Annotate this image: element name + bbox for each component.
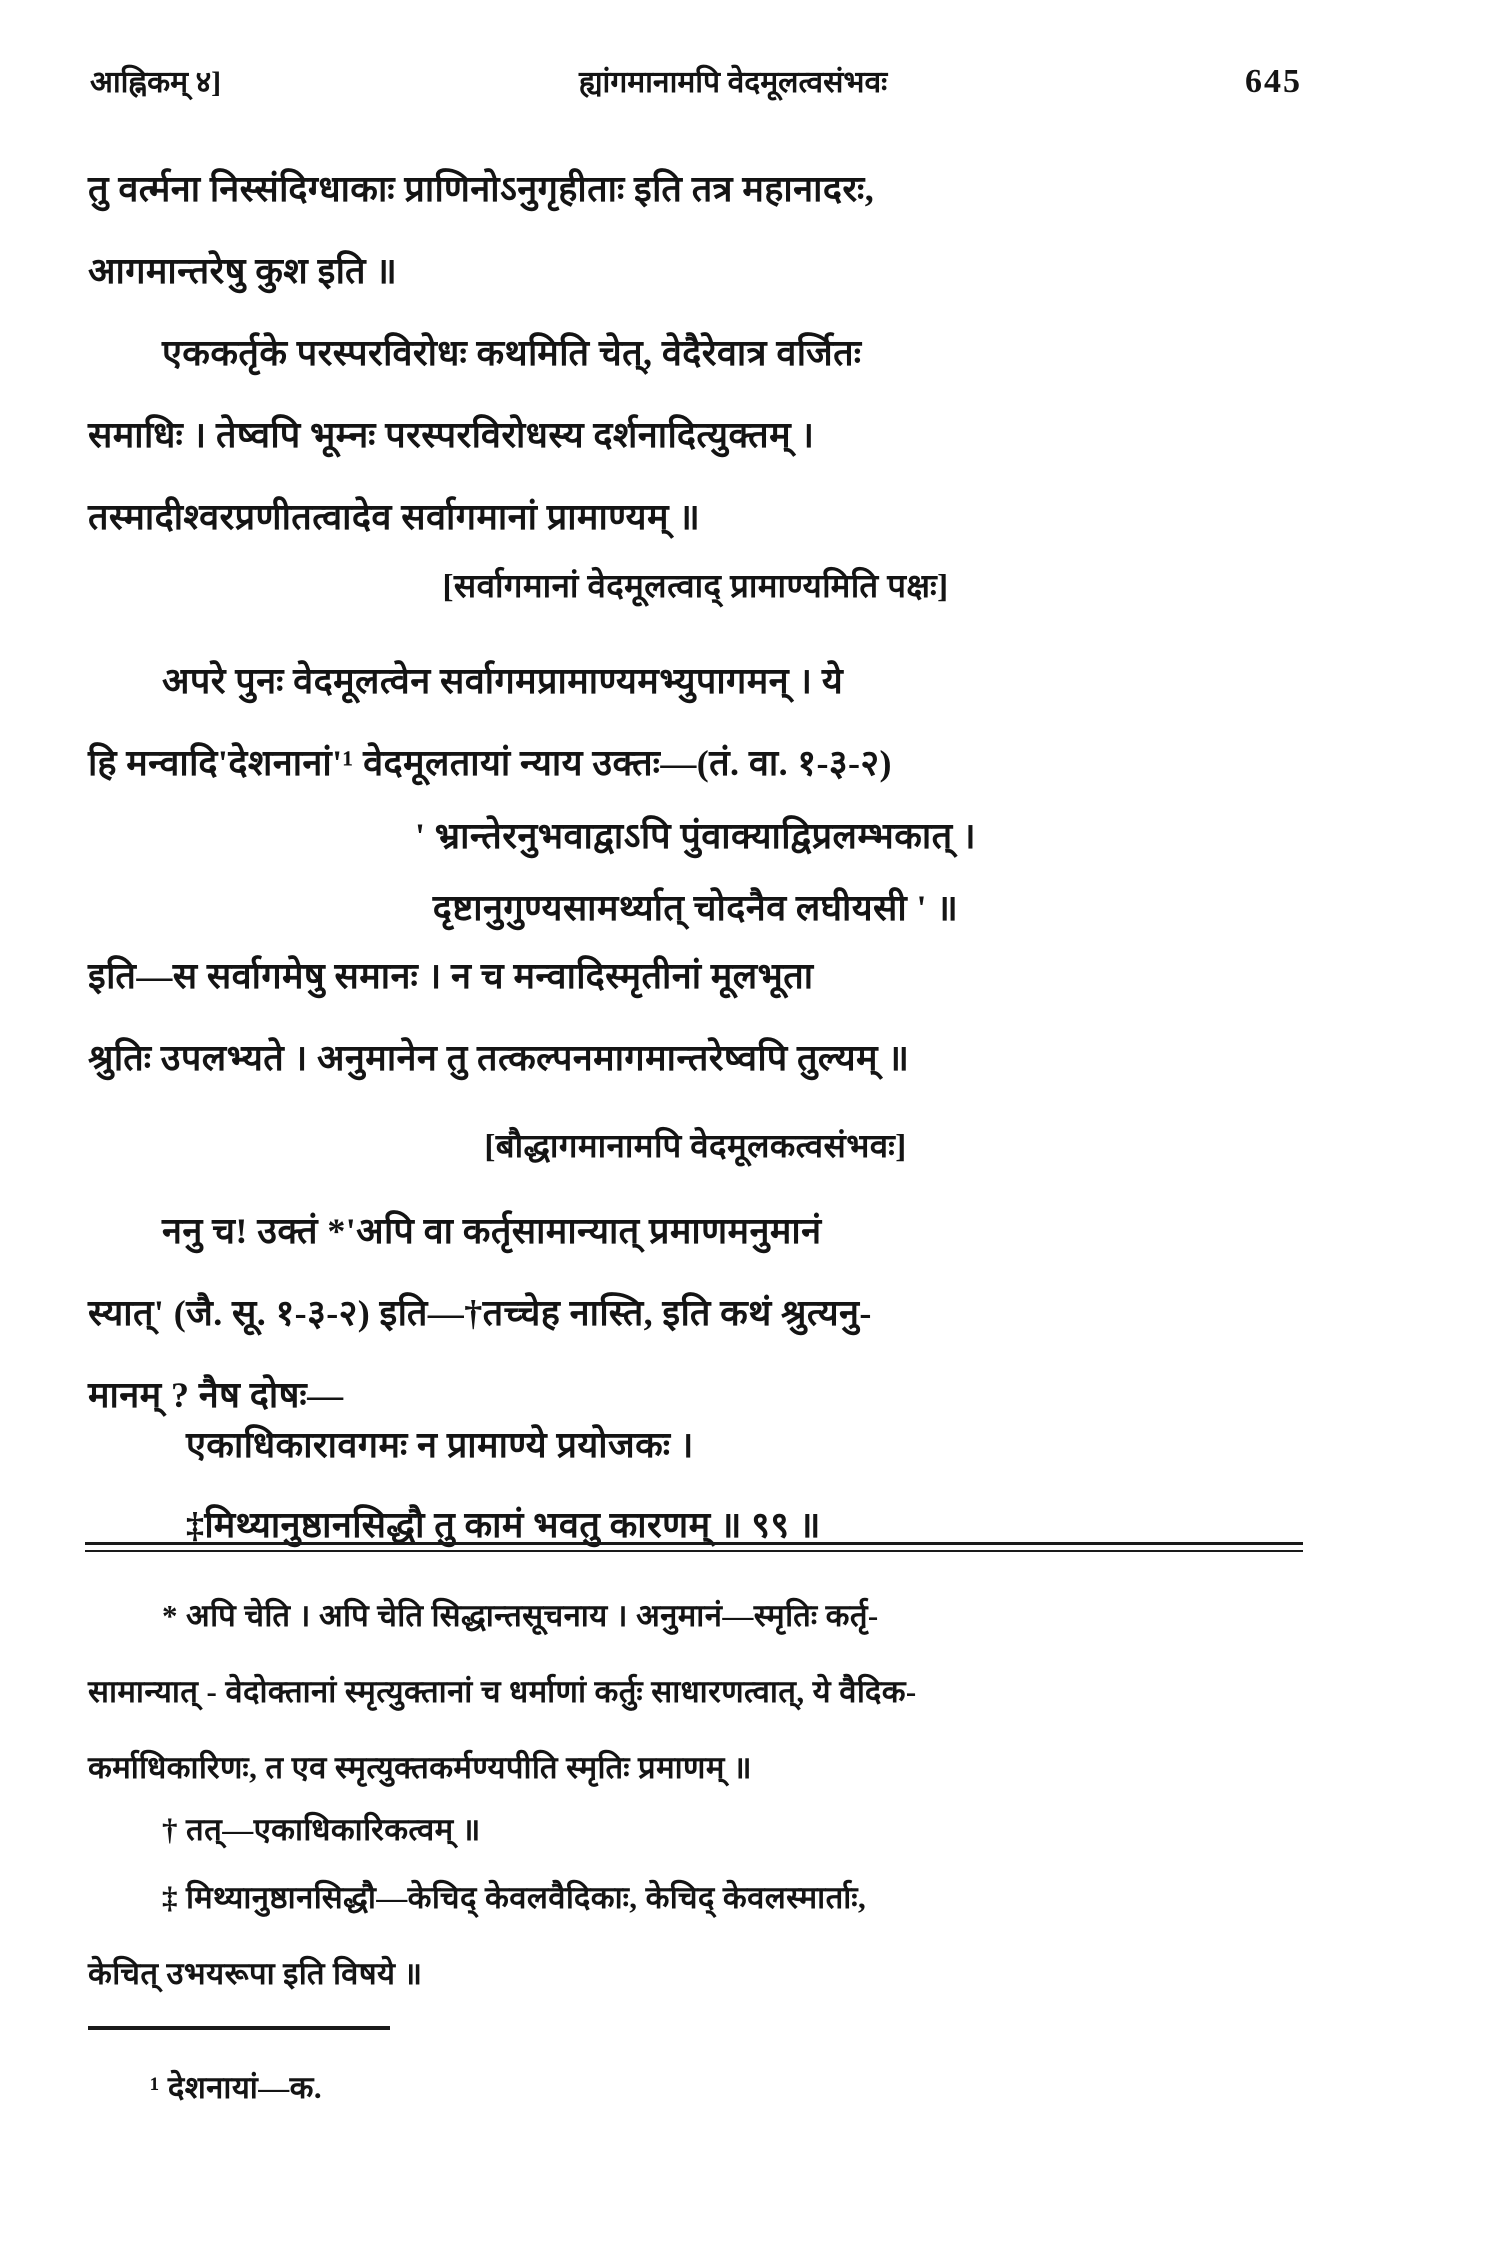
variant-reading-note	[88, 2050, 1303, 2126]
text-line: समाधिः । तेष्वपि भूम्नः परस्परविरोधस्य दर्शनादित्युक्तम् ।	[88, 415, 815, 455]
text-line: इति—स सर्वागमेषु समानः । न च मन्वादिस्मृतीनां मूलभूता	[88, 956, 814, 996]
chapter-marker: आह्निकम् ४]	[90, 66, 222, 99]
running-title: ह्यांगमानामपि वेदमूलत्वसंभवः	[578, 66, 888, 99]
footnote-line: † तत्—एकाधिकारिकत्वम् ॥	[162, 1812, 481, 1847]
text-line: श्रुतिः उपलभ्यते । अनुमानेन तु तत्कल्पनमागमान्तरेष्वपि तुल्यम् ॥	[88, 1038, 910, 1078]
footnote-2	[88, 1792, 1303, 1868]
heading-text: [बौद्धागमानामपि वेदमूलकत्वसंभवः]	[484, 1129, 907, 1165]
verse-line: एकाधिकारावगमः न प्रामाण्ये प्रयोजकः ।	[186, 1425, 694, 1465]
section-heading-1	[88, 546, 1303, 628]
section-heading-2	[88, 1106, 1303, 1188]
paragraph-5	[88, 1190, 1303, 1436]
text-line: आगमान्तरेषु कुश इति ॥	[88, 251, 398, 291]
footnote-line: * अपि चेति । अपि चेति सिद्धान्तसूचनाय । अनुमानं—स्मृतिः कर्तृ-	[162, 1598, 879, 1633]
text-line: हि मन्वादि'देशनानां'¹ वेदमूलतायां न्याय उक्तः—(तं. वा. १-३-२)	[88, 743, 892, 783]
footnote-line: ¹ देशनायां—क.	[150, 2070, 322, 2105]
heading-text: [सर्वागमानां वेदमूलत्वाद् प्रामाण्यमिति पक्षः]	[442, 569, 949, 605]
text-line: अपरे पुनः वेदमूलत्वेन सर्वागमप्रामाण्यमभ्युपागमन् । ये	[162, 661, 844, 701]
footnote-3	[88, 1860, 1303, 2012]
paragraph-2	[88, 312, 1303, 558]
paragraph-1	[88, 148, 1303, 312]
page-number: 645	[1244, 63, 1302, 100]
verse-1	[88, 800, 1303, 944]
footnote-line: केचित् उभयरूपा इति विषये ॥	[88, 1956, 423, 1991]
verse-line: दृष्टानुगुण्यसामर्थ्यात् चोदनैव लघीयसी ' ॥	[432, 888, 959, 928]
paragraph-3	[88, 640, 1303, 804]
footnote-line: कर्माधिकारिणः, त एव स्मृत्युक्तकर्मण्यपीति स्मृतिः प्रमाणम् ॥	[88, 1750, 752, 1785]
text-line: तु वर्त्मना निस्संदिग्धाकाः प्राणिनोऽनुगृहीताः इति तत्र महानादरः,	[88, 169, 875, 209]
verse-line: ‡मिथ्यानुष्ठानसिद्धौ तु कामं भवतु कारणम् ॥ ९९ ॥	[186, 1505, 821, 1545]
verse-line: ' भ्रान्तेरनुभवाद्वाऽपि पुंवाक्याद्विप्रलम्भकात् ।	[414, 816, 976, 856]
text-line: तस्मादीश्वरप्रणीतत्वादेव सर्वागमानां प्रामाण्यम् ॥	[88, 497, 701, 537]
footnote-line: ‡ मिथ्यानुष्ठानसिद्धौ—केचिद् केवलवैदिकाः, केचिद् केवलस्मार्ताः,	[162, 1880, 867, 1915]
footnote-separator-rule	[85, 1542, 1303, 1552]
footnote-line: सामान्यात् - वेदोक्तानां स्मृत्युक्तानां च धर्माणां कर्तुः साधारणत्वात्, ये वैदिक-	[88, 1674, 917, 1709]
footnote-1	[88, 1578, 1303, 1806]
text-line: मानम् ? नैष दोषः—	[88, 1375, 344, 1415]
verse-2	[88, 1405, 1303, 1565]
variant-separator-rule	[88, 2026, 390, 2030]
page-header	[90, 62, 1302, 103]
paragraph-4	[88, 935, 1303, 1099]
text-line: एककर्तृके परस्परविरोधः कथमिति चेत्, वेदैरेवात्र वर्जितः	[162, 333, 862, 373]
text-line: ननु च! उक्तं *'अपि वा कर्तृसामान्यात् प्रमाणमनुमानं	[162, 1211, 822, 1251]
text-line: स्यात्' (जै. सू. १-३-२) इति—†तच्चेह नास्ति, इति कथं श्रुत्यनु-	[88, 1293, 872, 1333]
